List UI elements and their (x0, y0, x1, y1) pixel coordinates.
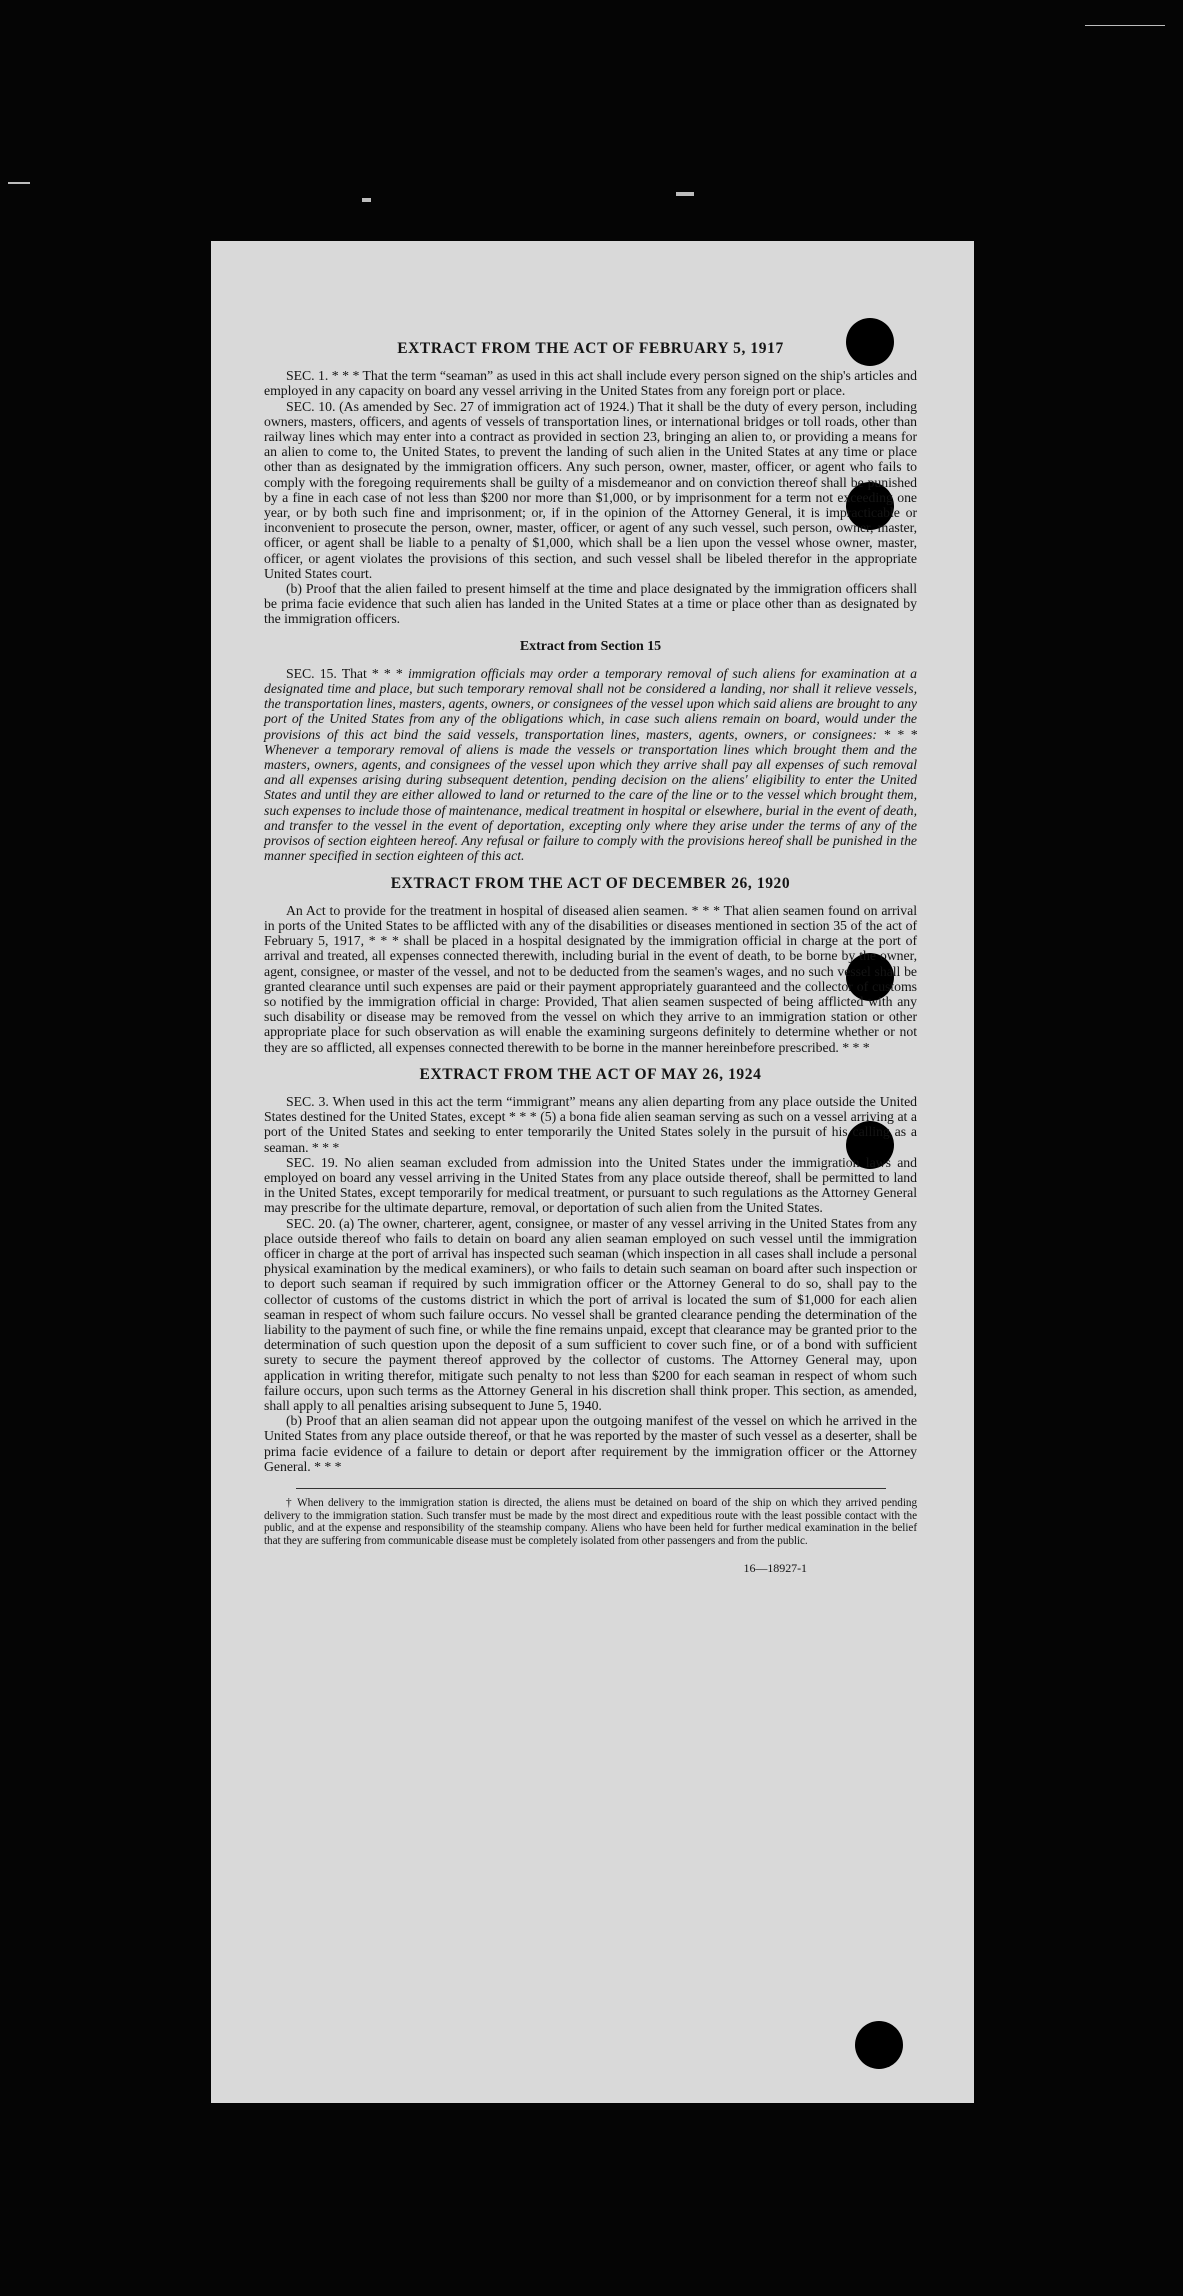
punch-hole (855, 2021, 903, 2069)
footnote: † When delivery to the immigration station is directed, the aliens must be detained on board of the ship on which they arrived pending delivery to the immigration station. Such transfer must be made by the most direct and expeditious route with the least possible contact with the public, and at the expense and responsibility of the steamship company. Aliens who have been held for further medical examination in the belief that they are suffering from communicable disease must be completely isolated from other passengers and from the public. (264, 1497, 917, 1547)
paragraph: SEC. 3. When used in this act the term “immigrant” means any alien departing from any place outside the United States destined for the United States, except * * * (5) a bona fide alien seaman serving as such on a vessel arriving at a port of the United States and seeking to enter temporarily the United States solely in the pursuit of his calling as a seaman. * * * (264, 1093, 917, 1155)
paragraph: (b) Proof that an alien seaman did not appear upon the outgoing manifest of the vessel on which he arrived in the United States from any place outside thereof, or that he was reported by the master of such vessel as a deserter, shall be prima facie evidence of a failure to detain or deport after requirement by the immigration officer or the Attorney General. * * * (264, 1413, 917, 1474)
section-heading: EXTRACT FROM THE ACT OF DECEMBER 26, 1920 (390, 874, 791, 892)
form-number: 16—18927-1 (743, 1561, 807, 1576)
section-heading: EXTRACT FROM THE ACT OF MAY 26, 1924 (419, 1065, 762, 1083)
sub-heading: Extract from Section 15 (519, 638, 662, 654)
italic-text: immigration officials may order a temporary removal of such aliens for examination at a designated time and place, but such temporary removal shall not be considered a landing, nor shall it relieve vessels, the transportation lines, masters, agents, owners, or consignees of the vessel upon which said aliens are brought to any port of the United States from any of the obligations which, in case such aliens remain on board, would under the provisions of this act bind the said vessels, transportation lines, masters, agents, owners, or consignees: * * * Whenever a temporary removal of aliens is made the vessels or transportation lines which brought them and the masters, owners, agents, and consignees of the vessel upon which they arrive shall pay all expenses of such removal and all expenses arising during subsequent detention, pending decision on the aliens' eligibility to enter the United States and until they are either allowed to land or returned to the care of the line or to the vessel which brought them, such expenses to include those of maintenance, medical treatment in hospital or elsewhere, burial in the event of death, and transfer to the vessel in the event of deportation, excepting only where they arise under the terms of any of the provisos of section eighteen hereof. Any refusal or failure to comply with the provisions hereof shall be punished in the manner specified in section eighteen of this act. (264, 665, 917, 864)
film-speck (676, 192, 694, 196)
paragraph: (b) Proof that the alien failed to present himself at the time and place designated by the immigration officers shall be prima facie evidence that such alien has landed in the United States at a time or place other than as designated by the immigration officers. (264, 581, 917, 627)
paragraph: SEC. 10. (As amended by Sec. 27 of immigration act of 1924.) That it shall be the duty of every person, including owners, masters, officers, and agents of vessels of transportation lines, or international bridges or toll roads, other than railway lines which may enter into a contract as provided in section 23, bringing an alien to, or providing a means for an alien to come to, the United States, to prevent the landing of such alien in the United States at any time or place other than as designated by the immigration officers. Any such person, owner, master, officer, or agent who fails to comply with the foregoing requirements shall be guilty of a misdemeanor and on conviction thereof shall be punished by a fine in each case of not less than $200 nor more than $1,000, or by imprisonment for a term not exceeding one year, or by both such fine and imprisonment; or, if in the opinion of the Attorney General, it is impracticable or inconvenient to prosecute the person, owner, master, officer, or agent of any such vessel, such person, owner, master, officer, or agent shall be liable to a penalty of $1,000, which shall be a lien upon the vessel whose owner, master, officer, or agent violates the provisions of this section, and such vessel shall be libeled therefor in the appropriate United States court. (264, 398, 917, 581)
film-speck (362, 198, 371, 202)
paragraph: SEC. 20. (a) The owner, charterer, agent, consignee, or master of any vessel arriving in the United States from any place outside thereof who fails to detain on board any alien seaman employed on such vessel until the immigration officer in charge at the port of arrival has inspected such seaman (which inspection in all cases shall include a personal physical examination by the medical examiners), or who fails to detain such seaman on board after such inspection or to deport such seaman if required by such immigration officer or the Attorney General to do so, shall pay to the collector of customs of the customs district in which the port of arrival is located the sum of $1,000 for each alien seaman in respect of whom such failure occurs. No vessel shall be granted clearance pending the determination of the liability to the payment of such fine, or while the fine remains unpaid, except that clearance may be granted prior to the determination of such question upon the deposit of a sum sufficient to cover such fine, or of a bond with sufficient surety to secure the payment thereof approved by the collector of customs. The Attorney General may, upon application in writing therefor, mitigate such penalty to not less than $200 for each seaman in respect of whom such failure occurs, upon such terms as the Attorney General in his discretion shall think proper. This section, as amended, shall apply to all penalties arising subsequent to June 5, 1940. (264, 1215, 917, 1413)
paragraph (264, 666, 917, 864)
paragraph: SEC. 19. No alien seaman excluded from admission into the United States under the immigration laws and employed on board any vessel arriving in the United States from any place outside thereof, shall be permitted to land in the United States, except temporarily for medical treatment, or pursuant to such regulations as the Attorney General may prescribe for the ultimate departure, removal, or deportation of such alien from the United States. (264, 1154, 917, 1216)
paragraph-lead: SEC. 15. That * * * (286, 665, 408, 681)
document-body (264, 341, 917, 1576)
film-speck (8, 182, 30, 184)
paragraph: An Act to provide for the treatment in hospital of diseased alien seamen. * * * That alien seamen found on arrival in ports of the United States to be afflicted with any of the disabilities or diseases mentioned in section 35 of the act of February 5, 1917, * * * shall be placed in a hospital designated by the immigration official in charge at the port of arrival and treated, all expenses connected therewith, including burial in the event of death, to be borne by the owner, agent, consignee, or master of the vessel, and not to be deducted from the seamen's wages, and no such vessel shall be granted clearance until such expenses are paid or their payment appropriately guaranteed and the collector of customs so notified by the immigration official in charge: Provided, That alien seamen suspected of being afflicted with any such disability or disease may be removed from the vessel on which they arrive to an immigration station or other appropriate place for such observation as will enable the examining surgeons definitely to determine whether or not they are so afflicted, all expenses connected therewith to be borne in the manner hereinbefore prescribed. * * * (264, 902, 917, 1055)
film-speck (1085, 25, 1165, 26)
document-page (211, 241, 974, 2103)
section-heading: EXTRACT FROM THE ACT OF FEBRUARY 5, 1917 (397, 340, 784, 357)
divider (296, 1488, 886, 1489)
paragraph: SEC. 1. * * * That the term “seaman” as used in this act shall include every person signed on the ship's articles and employed in any capacity on board any vessel arriving in the United States from any foreign port or place. (264, 368, 917, 399)
